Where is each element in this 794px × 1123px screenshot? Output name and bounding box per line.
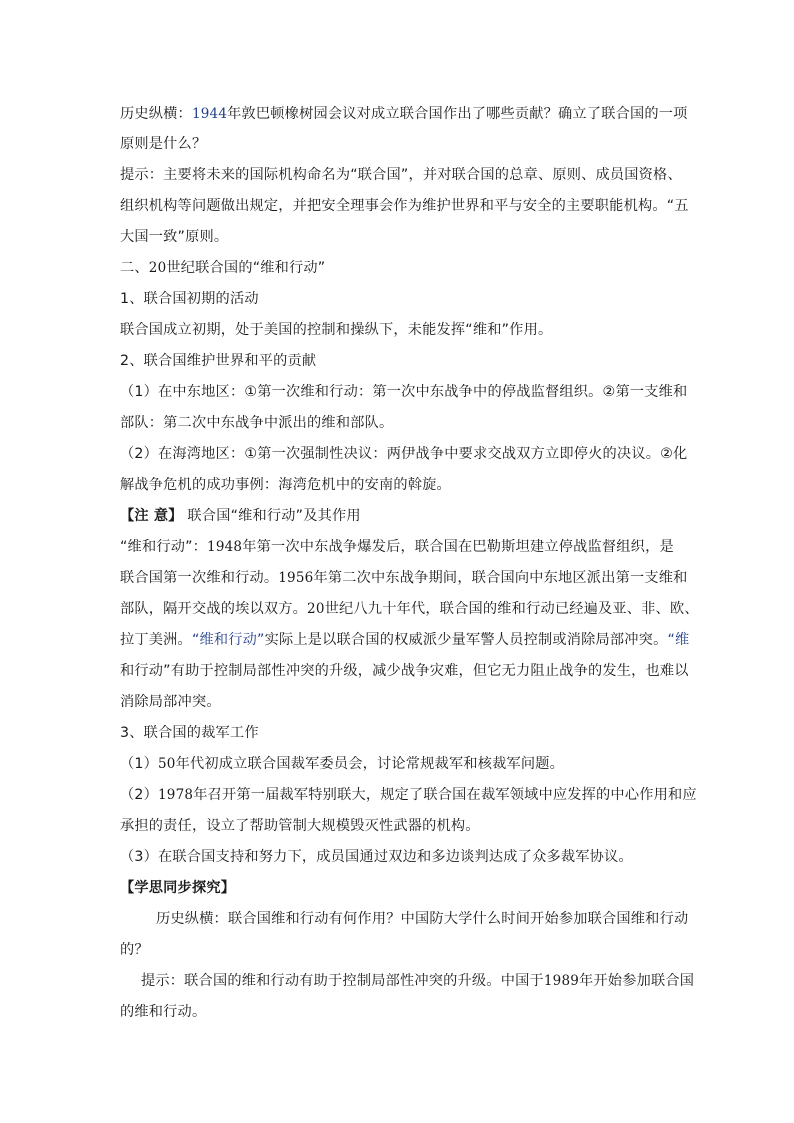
text-segment: 年代初成立联合国裁军委员会，讨论常规裁军和核裁军问题。 [175,756,565,772]
text-segment: 二、 [120,260,149,276]
text-line [120,134,680,154]
text-segment: 提示：主要将未来的国际机构命名为“联合国”，并对联合国的总章、原则、成员国资格、 [120,167,682,183]
hint-line [141,971,701,991]
note-heading [120,506,680,526]
text-segment: 年敦巴顿橡树园会议对成立联合国作出了哪些贡献？确立了联合国的一项 [227,106,688,122]
text-segment: 历史纵横： [120,106,192,122]
text-line [120,382,688,402]
year-number: 1944 [191,106,228,122]
study-heading [120,878,680,898]
text-segment: 1、联合国初期的活动 [120,291,259,307]
text-segment: 承担的责任，设立了帮助管制大规模毁灭性武器的机构。 [120,818,480,834]
text-line [120,847,680,867]
century-number: 20 [307,601,325,617]
year-number: 1956 [278,570,314,586]
text-segment: 年召开第一届裁军特别联大，规定了联合国在裁军领域中应发挥的中心作用和应 [193,787,697,803]
text-line [120,475,680,495]
text-line [120,444,688,464]
text-segment: 历史纵横：联合国维和行动有何作用？中国防大学什么时间开始参加联合国维和行动 [156,911,689,927]
history-question-line [120,104,688,124]
century-number: 20 [148,260,167,276]
note-label: 【注 意】 [120,508,183,524]
text-segment: （2） [120,787,159,803]
text-segment: 部队：第二次中东战争中派出的维和部队。 [120,415,394,431]
text-segment: 部队，隔开交战的埃以双方。 [120,601,308,617]
text-segment: 年开始参加联合国 [579,973,695,989]
text-segment: 【学思同步探究】 [120,880,236,896]
text-segment: 2、联合国维护世界和平的贡献 [120,353,317,369]
year-number: 1989 [543,973,580,989]
text-segment: 实际上是以联合国的权威派少量军警人员控制或消除局部冲突。 [264,632,668,648]
text-line [120,940,680,960]
year-number: 1948 [207,539,243,555]
text-segment: 组织机构等问题做出规定，并把安全理事会作为维护世界和平与安全的主要职能机构。“五 [120,198,689,214]
text-segment: 解战争危机的成功事例：海湾危机中的安南的斡旋。 [120,477,451,493]
subsection-heading [120,351,680,371]
text-line [120,227,680,247]
text-line [120,630,690,650]
text-segment: 3、联合国的裁军工作 [120,725,259,741]
text-line [120,599,699,619]
text-line [120,320,680,340]
text-segment: 联合国“维和行动”及其作用 [182,508,361,524]
text-segment: （3）在联合国支持和努力下，成员国通过双边和多边谈判达成了众多裁军协议。 [120,849,633,865]
year-number: 1978 [158,787,194,803]
highlight-term: “维 [667,632,690,648]
text-segment: 提示：联合国的维和行动有助于控制局部性冲突的升级。中国于 [141,973,544,989]
text-segment: 世纪联合国的“维和行动” [166,260,326,276]
hint-line [120,165,680,185]
text-segment: 联合国成立初期，处于美国的控制和操纵下，未能发挥“维和”作用。 [120,322,553,338]
text-line [120,537,680,557]
text-line [120,816,680,836]
text-segment: 世纪八九十年代，联合国的维和行动已经遍及亚、非、欧、 [324,601,699,617]
text-segment: 的？ [120,942,149,958]
text-segment: （1）在中东地区：①第一次维和行动：第一次中东战争中的停战监督组织。②第一支维和 [120,384,688,400]
text-line [120,692,680,712]
text-segment: （1） [120,756,159,772]
text-segment: “维和行动”： [120,539,208,555]
text-segment: 拉丁美洲。 [120,632,192,648]
text-segment: 大国一致”原则。 [120,229,229,245]
text-segment: 和行动”有助于控制局部性冲突的升级，减少战争灾难，但它无力阻止战争的发生，也难以 [120,663,689,679]
text-segment: 联合国第一次维和行动。 [120,570,279,586]
subsection-heading [120,289,680,309]
text-segment: 年第二次中东战争期间，联合国向中东地区派出第一支维和 [313,570,688,586]
text-line [120,661,689,681]
text-line [120,754,680,774]
text-line [120,1002,680,1022]
text-line [120,196,689,216]
text-line [120,785,697,805]
text-segment: （2）在海湾地区：①第一次强制性决议：两伊战争中要求交战双方立即停火的决议。②化 [120,446,688,462]
text-segment: 年第一次中东战争爆发后，联合国在巴勒斯坦建立停战监督组织，是 [242,539,674,555]
highlight-term: “维和行动” [191,632,265,648]
text-line [120,568,688,588]
history-question-line [156,909,716,929]
section-heading [120,258,680,278]
text-line [120,413,680,433]
text-segment: 原则是什么？ [120,136,207,152]
text-segment: 的维和行动。 [120,1004,207,1020]
text-segment: 消除局部冲突。 [120,694,221,710]
subsection-heading [120,723,680,743]
decade-number: 50 [158,756,176,772]
